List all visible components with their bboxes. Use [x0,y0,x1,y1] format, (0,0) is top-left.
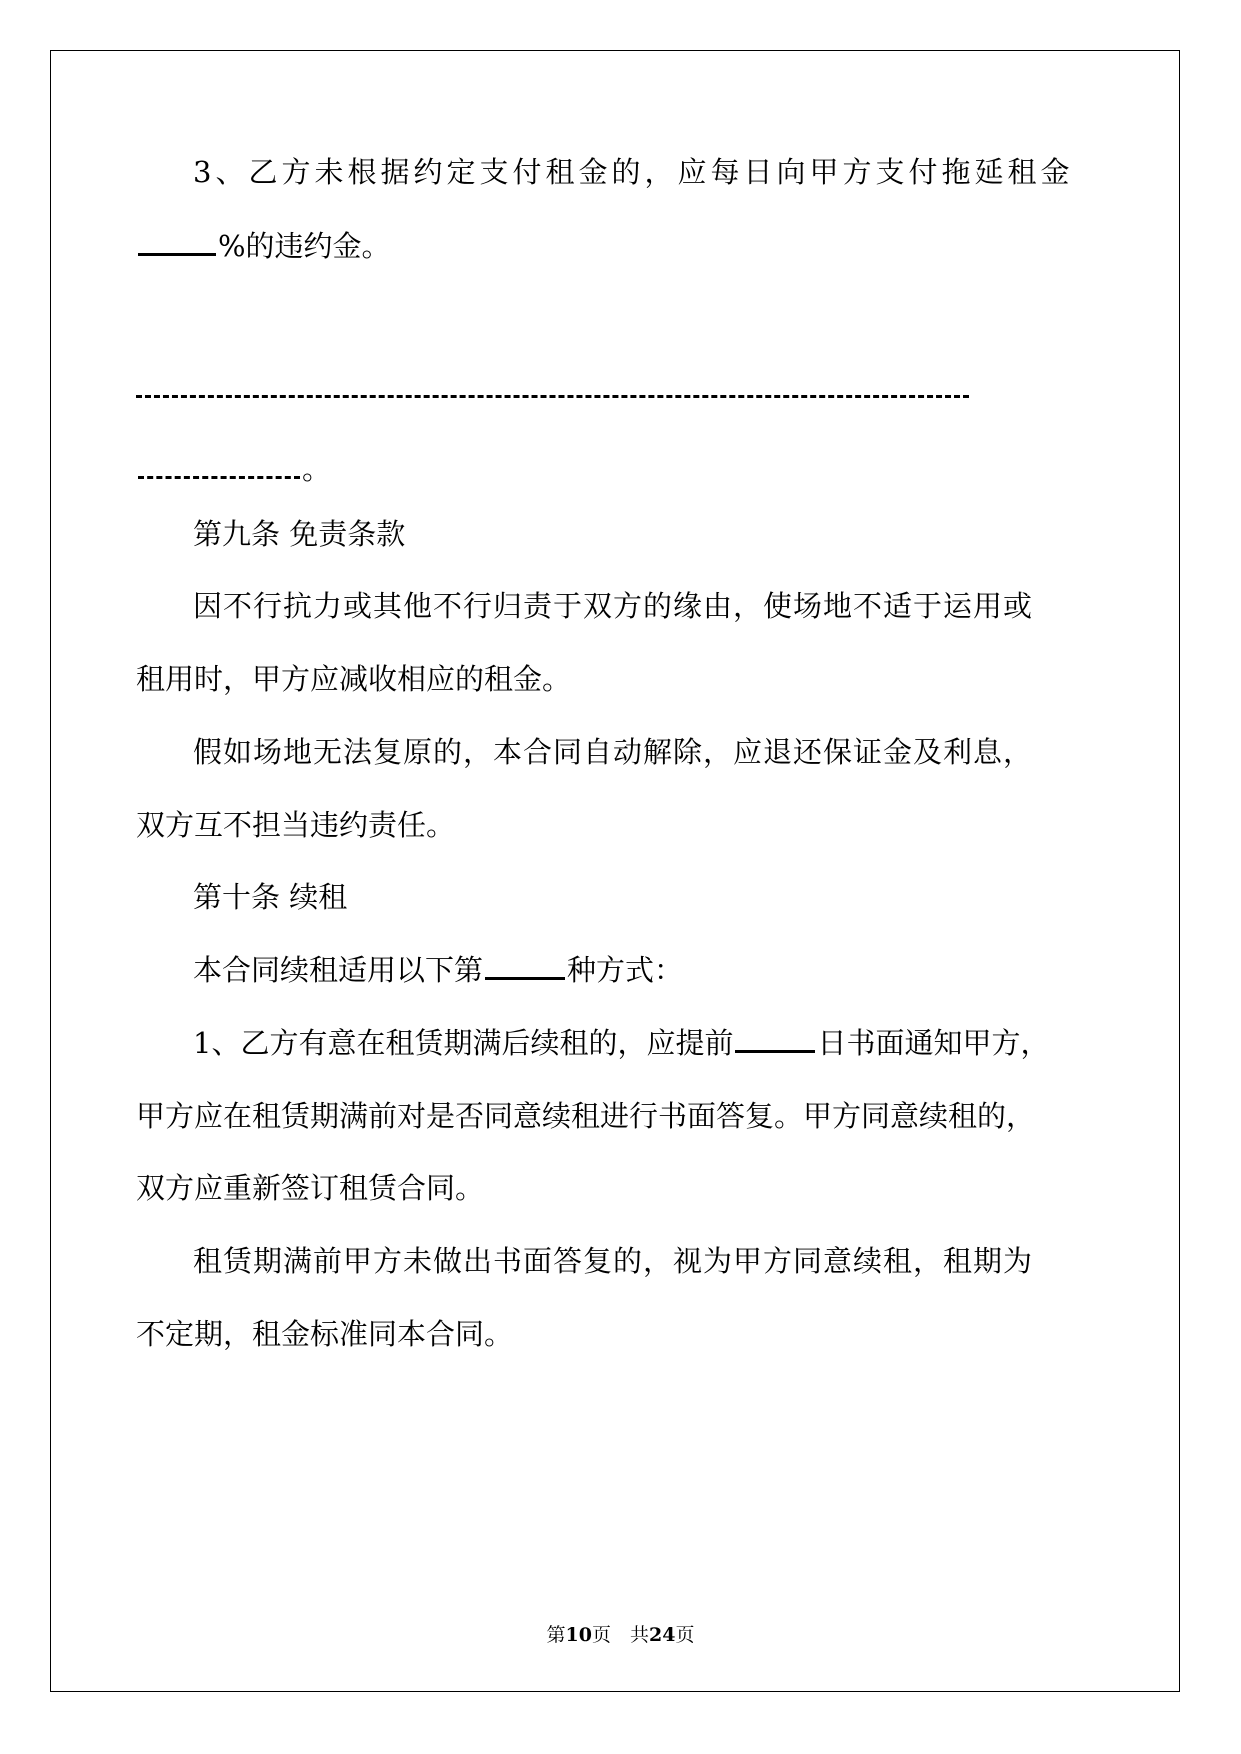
item1-prefix: 1、乙方有意在租赁期满后续租的，应提前 [193,1026,734,1060]
notice-days-blank[interactable] [735,1050,815,1053]
clause10-intro [193,953,684,987]
long-blank-line[interactable] [136,395,969,398]
clause8-item3-line1: 3、乙方未根据约定支付租金的，应每日向甲方支付拖延租金 [193,155,1074,189]
clause9-title: 第九条 免责条款 [193,517,406,551]
intro-prefix: 本合同续租适用以下第 [193,953,484,987]
clause9-p2-line1: 假如场地无法复原的，本合同自动解除，应退还保证金及利息， [193,735,1034,769]
footer-mid: 页 共 [591,1624,649,1646]
clause9-p2-line2: 双方互不担当违约责任。 [136,808,456,842]
page-footer [0,1620,1241,1647]
clause10-p2-line2: 不定期，租金标准同本合同。 [136,1317,514,1351]
penalty-rate-blank[interactable] [138,253,216,256]
penalty-suffix: %的违约金。 [218,229,391,263]
current-page-number: 10 [565,1624,592,1646]
clause9-p1-line1: 因不行抗力或其他不行归责于双方的缘由，使场地不适于运用或 [193,589,1034,623]
clause10-item1-line2: 甲方应在租赁期满前对是否同意续租进行书面答复。甲方同意续租的， [136,1099,1036,1133]
long-blank-continuation[interactable] [138,476,300,479]
clause8-item3-line2 [136,229,391,263]
period: 。 [302,452,332,486]
footer-prefix: 第 [546,1624,566,1646]
clause9-p1-line2: 租用时，甲方应减收相应的租金。 [136,662,572,696]
item1-suffix: 日书面通知甲方， [817,1026,1050,1060]
method-number-blank[interactable] [485,977,565,980]
footer-suffix: 页 [675,1624,695,1646]
clause10-p2-line1: 租赁期满前甲方未做出书面答复的，视为甲方同意续租，租期为 [193,1244,1034,1278]
total-page-count: 24 [649,1624,676,1646]
intro-suffix: 种方式： [567,953,684,987]
long-blank-line-end [136,452,332,486]
clause10-title: 第十条 续租 [193,880,348,914]
clause10-item1-line3: 双方应重新签订租赁合同。 [136,1171,485,1205]
page-border [50,50,1180,1692]
clause10-item1-line1 [193,1026,1050,1060]
